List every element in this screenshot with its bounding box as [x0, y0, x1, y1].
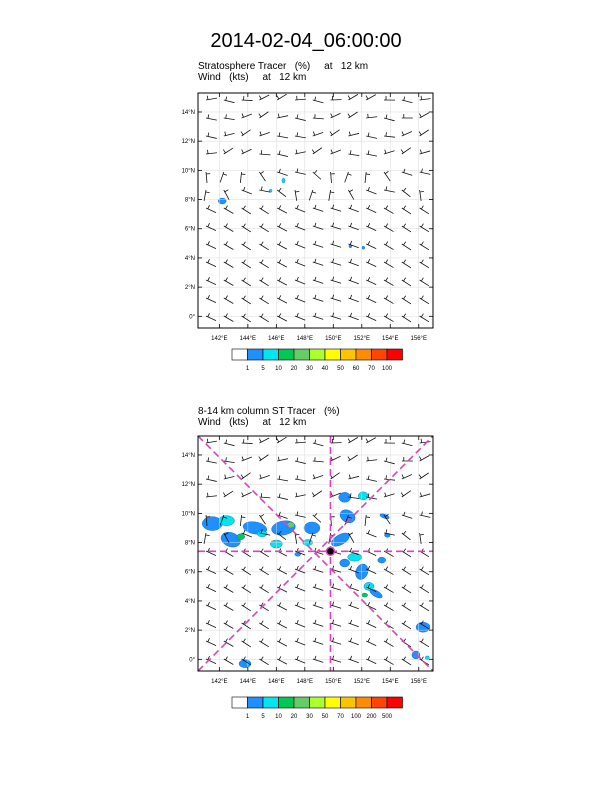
panel2-legend-box: [387, 697, 403, 708]
panel1-lon-label: 156°E: [410, 336, 427, 342]
panel1-map-background: [198, 93, 433, 328]
panel1-legend-box: [279, 349, 295, 360]
panel2-legend-box: [279, 697, 295, 708]
panel1-legend-label: 50: [337, 366, 344, 372]
panel2-lat-label: 2°N: [184, 628, 195, 635]
panel2-lon-label: 156°E: [410, 679, 427, 685]
panel1-lon-label: 152°E: [353, 336, 370, 342]
panel2-legend-box: [232, 697, 248, 708]
panel1-lat-label: 14°N: [181, 109, 195, 116]
panel2-lat-label: 12°N: [181, 482, 195, 489]
panel1-legend-label: 70: [368, 366, 375, 372]
panel1-legend-box: [248, 349, 264, 360]
panel1-tracer-patch: [282, 178, 285, 183]
panel1-legend-box: [387, 349, 403, 360]
panel2-legend-label: 20: [290, 714, 298, 720]
panel1-legend-box: [263, 349, 279, 360]
panel2-lon-label: 150°E: [325, 679, 342, 685]
panel2-tracer-patch: [304, 522, 320, 534]
panel1-tracer-patch: [362, 246, 365, 249]
panel2-color-legend: [232, 697, 403, 720]
page-title: 2014-02-04_06:00:00: [210, 30, 402, 52]
panel1-legend-box: [232, 349, 248, 360]
panel2-lat-label: 10°N: [181, 511, 195, 518]
panel1-lat-label: 10°N: [181, 168, 195, 175]
panel1-lat-label: 4°N: [184, 255, 195, 262]
panel2-lon-label: 142°E: [211, 679, 228, 685]
panel1-legend-box: [341, 349, 357, 360]
panel2-legend-box: [372, 697, 388, 708]
panel1-legend-box: [310, 349, 326, 360]
panel1-lat-label: 12°N: [181, 139, 195, 146]
panel2-legend-label: 10: [275, 714, 282, 720]
panel2-tracer-patch: [416, 622, 430, 632]
panel1-lon-label: 150°E: [325, 336, 342, 342]
panel1-legend-label: 60: [352, 366, 360, 372]
panel2-lon-label: 146°E: [268, 679, 285, 685]
panel2-legend-box: [310, 697, 326, 708]
panel2-legend-label: 1: [245, 714, 250, 720]
panel1-legend-box: [325, 349, 341, 360]
panel1-legend-box: [294, 349, 310, 360]
panel1-lon-label: 146°E: [268, 336, 285, 342]
panel2-title-line1: 8-14 km column ST Tracer (%): [198, 406, 340, 417]
panel1-legend-label: 10: [275, 366, 282, 372]
panel2-legend-label: 5: [261, 714, 265, 720]
panel1-legend-label: 30: [306, 366, 313, 372]
panel1-lat-label: 6°N: [184, 226, 195, 233]
panel1-legend-box: [356, 349, 372, 360]
panel2-lat-label: 14°N: [181, 452, 195, 459]
panel2-legend-label: 50: [321, 714, 329, 720]
panel1-map: [182, 93, 433, 342]
panel1-legend-box: [372, 349, 388, 360]
panel1-legend-label: 100: [381, 366, 393, 372]
panel1-lon-label: 148°E: [296, 336, 314, 342]
panel1-legend-label: 40: [321, 366, 329, 372]
panel2-lat-label: 8°N: [184, 540, 195, 547]
panel2-legend-box: [341, 697, 357, 708]
panel2-tracer-patch: [237, 534, 245, 540]
panel1-lon-label: 144°E: [239, 336, 257, 342]
panel1-legend-label: 1: [245, 366, 250, 372]
panel1-title-line1: Stratosphere Tracer (%) at 12 km: [198, 61, 369, 72]
panel2-legend-label: 500: [381, 714, 393, 720]
panel2-center-marker: [326, 547, 334, 555]
panel2-lat-label: 4°N: [184, 598, 195, 605]
panel2-legend-label: 200: [366, 714, 377, 720]
panel2-lon-label: 148°E: [296, 679, 314, 685]
panel1-legend-label: 20: [290, 366, 298, 372]
panel2-legend-box: [248, 697, 264, 708]
panel1-legend-label: 5: [261, 366, 265, 372]
panel2-lon-label: 152°E: [353, 679, 370, 685]
panel2-lat-label: 0°: [189, 657, 195, 664]
panel1-color-legend: [232, 349, 403, 372]
panel2-lon-label: 144°E: [239, 679, 257, 685]
panel2-title-line2: Wind (kts) at 12 km: [198, 417, 307, 428]
panel2-lon-label: 154°E: [382, 679, 399, 685]
panel1-lon-label: 154°E: [382, 336, 399, 342]
panel2-tracer-patch: [378, 557, 386, 563]
panel1-lon-label: 142°E: [211, 336, 228, 342]
panel2-legend-label: 30: [306, 714, 313, 720]
panel2-legend-box: [325, 697, 341, 708]
panel2-tracer-patch: [362, 593, 368, 597]
panel2-lat-label: 6°N: [184, 569, 195, 576]
panel1-lat-label: 0°: [189, 314, 195, 321]
panel2-legend-box: [294, 697, 310, 708]
panel2-legend-box: [263, 697, 279, 708]
panel1-lat-label: 8°N: [184, 197, 195, 204]
panel2-legend-label: 70: [337, 714, 344, 720]
panel2-legend-box: [356, 697, 372, 708]
panel2-tracer-patch: [358, 492, 368, 500]
panel1-lat-label: 2°N: [184, 285, 195, 292]
panel2-tracer-patch: [340, 559, 350, 567]
panel2-map: [182, 436, 433, 685]
panel2-legend-label: 100: [350, 714, 362, 720]
panel1-title-line2: Wind (kts) at 12 km: [198, 72, 307, 83]
panel2-tracer-patch: [348, 553, 362, 561]
